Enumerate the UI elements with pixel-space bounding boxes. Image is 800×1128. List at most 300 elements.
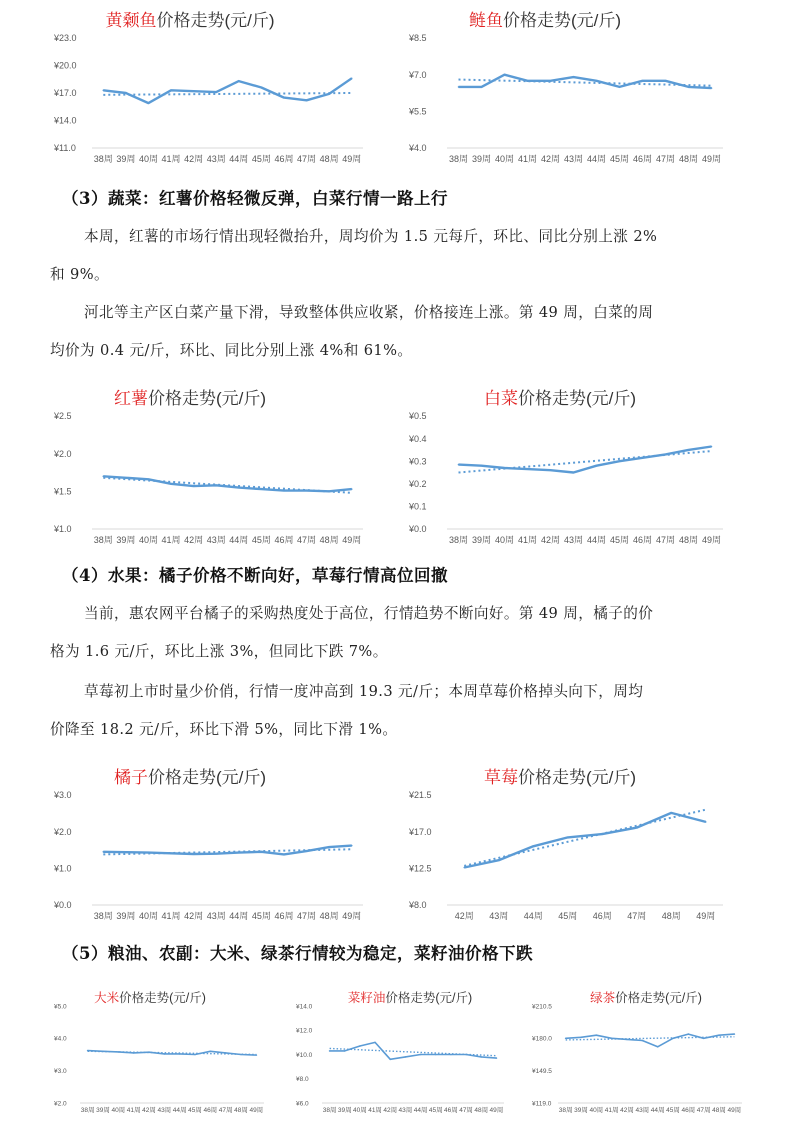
heading-fruits: （4）水果：橘子价格不断向好，草莓行情高位回撤 xyxy=(62,566,448,585)
data-point xyxy=(481,465,483,467)
chart-baicai xyxy=(395,378,735,553)
data-point xyxy=(148,102,150,104)
data-point xyxy=(642,80,644,82)
x-tick-label: 44周 xyxy=(586,154,607,164)
data-point xyxy=(550,469,552,471)
chart-svg xyxy=(395,757,735,929)
data-point xyxy=(283,854,285,856)
data-point xyxy=(565,1038,567,1040)
data-point xyxy=(359,1045,361,1047)
x-tick-label: 45周 xyxy=(251,154,271,164)
x-tick-label: 48周 xyxy=(234,1107,248,1114)
x-tick-label: 46周 xyxy=(274,911,294,921)
x-tick-label: 42周 xyxy=(540,535,561,545)
data-point xyxy=(657,1046,659,1048)
data-point xyxy=(210,1051,212,1053)
x-tick-label: 46周 xyxy=(274,535,294,545)
data-point xyxy=(688,449,690,451)
y-tick-label: ¥0.5 xyxy=(409,411,427,422)
data-point xyxy=(504,74,506,76)
data-point xyxy=(573,76,575,78)
data-point xyxy=(125,851,127,853)
data-point xyxy=(261,851,263,853)
x-tick-label: 39周 xyxy=(116,535,136,545)
x-tick-label: 47周 xyxy=(696,1107,711,1114)
y-tick-label: ¥10.0 xyxy=(296,1051,313,1059)
y-tick-label: ¥2.0 xyxy=(54,1100,67,1108)
x-tick-label: 45周 xyxy=(251,535,271,545)
x-tick-label: 41周 xyxy=(517,154,538,164)
data-point xyxy=(344,1050,346,1052)
chart-title-highlight: 白菜 xyxy=(483,389,518,408)
data-point xyxy=(238,80,240,82)
x-tick-label: 40周 xyxy=(138,154,158,164)
x-tick-label: 38周 xyxy=(93,154,113,164)
data-point xyxy=(498,859,500,861)
x-tick-label: 45周 xyxy=(609,535,630,545)
y-tick-label: ¥0.3 xyxy=(409,456,427,467)
data-point xyxy=(351,845,353,847)
data-point xyxy=(573,472,575,474)
x-tick-label: 39周 xyxy=(471,535,492,545)
data-point xyxy=(718,1034,720,1036)
x-tick-label: 41周 xyxy=(126,1107,141,1114)
y-tick-label: ¥1.5 xyxy=(54,486,72,497)
x-tick-label: 42周 xyxy=(184,911,204,921)
x-tick-label: 40周 xyxy=(138,535,158,545)
x-tick-label: 38周 xyxy=(448,154,469,164)
x-tick-label: 44周 xyxy=(650,1107,665,1114)
x-tick-label: 47周 xyxy=(655,154,676,164)
y-tick-label: ¥2.0 xyxy=(54,826,72,837)
data-point xyxy=(102,851,104,853)
data-point xyxy=(283,490,285,492)
x-tick-label: 42周 xyxy=(454,911,474,921)
x-tick-label: 39周 xyxy=(574,1107,588,1114)
y-tick-label: ¥3.0 xyxy=(54,790,72,801)
x-tick-label: 43周 xyxy=(206,154,226,164)
chart-title-highlight: 橘子 xyxy=(113,768,148,787)
data-point xyxy=(374,1042,376,1044)
data-point xyxy=(527,468,529,470)
chart-title-rest: 价格走势(元/斤) xyxy=(502,11,622,30)
data-point xyxy=(619,86,621,88)
paragraph-cabbage: 河北等主产区白菜产量下滑，导致整体供应收紧，价格接连上涨。第 49 周，白菜的周 均价为 0.4 元/斤，环比、同比分别上涨 4%和 61%。 xyxy=(50,304,654,359)
data-point xyxy=(215,853,217,855)
data-point xyxy=(306,100,308,102)
x-tick-label: 43周 xyxy=(206,911,226,921)
data-point xyxy=(711,87,713,89)
data-point xyxy=(225,1052,227,1054)
x-tick-label: 41周 xyxy=(161,911,181,921)
data-point xyxy=(596,80,598,82)
x-tick-label: 46周 xyxy=(632,535,653,545)
x-tick-label: 38周 xyxy=(80,1107,95,1114)
y-tick-label: ¥14.0 xyxy=(54,115,77,126)
y-tick-label: ¥8.5 xyxy=(409,33,427,44)
x-tick-label: 38周 xyxy=(322,1107,337,1114)
data-point xyxy=(636,827,638,829)
data-point xyxy=(619,460,621,462)
data-point xyxy=(672,1038,674,1040)
x-tick-label: 43周 xyxy=(206,535,226,545)
x-tick-label: 48周 xyxy=(319,911,339,921)
chart-lvcha xyxy=(518,982,748,1117)
data-point xyxy=(261,488,263,490)
x-tick-label: 47周 xyxy=(655,535,676,545)
data-point xyxy=(504,467,506,469)
data-point xyxy=(283,97,285,99)
x-tick-label: 43周 xyxy=(489,911,509,921)
data-point xyxy=(328,491,330,493)
data-point xyxy=(688,1033,690,1035)
trend-line xyxy=(464,810,706,866)
y-tick-label: ¥0.0 xyxy=(54,900,72,911)
chart-svg xyxy=(282,982,510,1117)
series-line xyxy=(103,78,351,103)
series-line xyxy=(566,1034,735,1047)
x-tick-label: 49周 xyxy=(727,1107,742,1114)
data-point xyxy=(665,80,667,82)
data-point xyxy=(496,1057,498,1059)
y-tick-label: ¥5.5 xyxy=(409,106,427,117)
series-line xyxy=(464,813,706,868)
x-tick-label: 41周 xyxy=(368,1107,382,1114)
x-tick-label: 45周 xyxy=(666,1107,680,1114)
x-tick-label: 38周 xyxy=(558,1107,573,1114)
y-tick-label: ¥20.0 xyxy=(54,60,77,71)
x-tick-label: 49周 xyxy=(701,535,722,545)
chart-title xyxy=(114,389,266,408)
x-tick-label: 48周 xyxy=(678,154,699,164)
data-point xyxy=(170,483,172,485)
chart-title-rest: 价格走势(元/斤) xyxy=(385,991,473,1005)
x-tick-label: 40周 xyxy=(138,911,158,921)
y-tick-label: ¥6.0 xyxy=(296,1100,309,1108)
data-point xyxy=(665,454,667,456)
data-point xyxy=(389,1059,391,1061)
chart-svg xyxy=(395,378,735,553)
chart-huangsangyu xyxy=(40,0,375,172)
x-tick-label: 44周 xyxy=(523,911,543,921)
chart-title-highlight: 大米 xyxy=(94,991,120,1005)
series-line xyxy=(459,75,712,88)
chart-svg xyxy=(40,757,375,929)
y-tick-label: ¥11.0 xyxy=(54,143,76,154)
y-tick-label: ¥0.2 xyxy=(409,478,427,489)
x-tick-label: 44周 xyxy=(586,535,607,545)
data-point xyxy=(125,92,127,94)
x-tick-label: 46周 xyxy=(632,154,653,164)
chart-svg xyxy=(40,378,375,553)
chart-dami xyxy=(40,982,270,1117)
x-tick-label: 40周 xyxy=(494,535,515,545)
x-tick-label: 49周 xyxy=(701,154,722,164)
x-tick-label: 43周 xyxy=(398,1107,413,1114)
data-point xyxy=(329,1050,331,1052)
data-point xyxy=(193,853,195,855)
x-tick-label: 39周 xyxy=(471,154,492,164)
data-point xyxy=(102,476,104,478)
x-tick-label: 45周 xyxy=(251,911,271,921)
data-point xyxy=(688,86,690,88)
x-tick-label: 48周 xyxy=(712,1107,726,1114)
data-point xyxy=(261,87,263,89)
y-tick-label: ¥0.1 xyxy=(409,501,427,512)
x-tick-label: 49周 xyxy=(342,535,362,545)
x-tick-label: 40周 xyxy=(494,154,515,164)
data-point xyxy=(711,446,713,448)
data-point xyxy=(480,1056,482,1058)
y-tick-label: ¥21.5 xyxy=(409,790,432,801)
x-tick-label: 46周 xyxy=(274,154,294,164)
data-point xyxy=(240,1054,242,1056)
x-tick-label: 41周 xyxy=(161,535,181,545)
chart-title-rest: 价格走势(元/斤) xyxy=(517,389,637,408)
data-point xyxy=(450,1054,452,1056)
data-point xyxy=(481,86,483,88)
data-point xyxy=(118,1051,120,1053)
data-point xyxy=(420,1054,422,1056)
data-point xyxy=(306,490,308,492)
chart-title-rest: 价格走势(元/斤) xyxy=(517,768,637,787)
x-tick-label: 43周 xyxy=(563,535,584,545)
data-point xyxy=(256,1054,258,1056)
data-point xyxy=(170,90,172,92)
chart-juzi xyxy=(40,757,375,929)
y-tick-label: ¥12.5 xyxy=(409,863,432,874)
y-tick-label: ¥2.5 xyxy=(54,411,72,422)
data-point xyxy=(596,1034,598,1036)
data-point xyxy=(705,821,707,823)
x-tick-label: 38周 xyxy=(93,911,113,921)
x-tick-label: 38周 xyxy=(448,535,469,545)
x-tick-label: 43周 xyxy=(157,1107,172,1114)
data-point xyxy=(215,91,217,93)
data-point xyxy=(148,1051,150,1053)
x-tick-label: 48周 xyxy=(474,1107,489,1114)
x-tick-label: 46周 xyxy=(203,1107,218,1114)
chart-svg xyxy=(518,982,748,1117)
x-tick-label: 47周 xyxy=(297,535,317,545)
y-tick-label: ¥23.0 xyxy=(54,33,77,44)
data-point xyxy=(133,1052,135,1054)
y-tick-label: ¥14.0 xyxy=(296,1003,313,1011)
x-tick-label: 46周 xyxy=(681,1107,696,1114)
data-point xyxy=(642,1040,644,1042)
chart-svg xyxy=(40,0,375,172)
data-point xyxy=(148,852,150,854)
data-point xyxy=(238,487,240,489)
x-tick-label: 47周 xyxy=(459,1107,473,1114)
x-tick-label: 41周 xyxy=(517,535,538,545)
x-tick-label: 42周 xyxy=(620,1107,634,1114)
data-point xyxy=(611,1038,613,1040)
paragraph-strawberry: 草莓初上市时量少价俏，行情一度冲高到 19.3 元/斤；本周草莓价格掉头向下，周均 价降至 18.2 元/斤，环比下滑 5%，同比下滑 1%。 xyxy=(50,683,644,738)
data-point xyxy=(170,853,172,855)
chart-lianyu xyxy=(395,0,735,172)
data-point xyxy=(193,90,195,92)
chart-title-highlight: 菜籽油 xyxy=(347,991,386,1005)
y-tick-label: ¥8.0 xyxy=(296,1076,309,1084)
y-tick-label: ¥1.0 xyxy=(54,863,72,874)
x-tick-label: 48周 xyxy=(319,535,339,545)
y-tick-label: ¥7.0 xyxy=(409,69,427,80)
x-tick-label: 41周 xyxy=(604,1107,619,1114)
x-tick-label: 46周 xyxy=(444,1107,458,1114)
y-tick-label: ¥2.0 xyxy=(54,448,72,459)
data-point xyxy=(567,837,569,839)
data-point xyxy=(351,488,353,490)
chart-title xyxy=(348,990,472,1005)
x-tick-label: 42周 xyxy=(540,154,561,164)
y-tick-label: ¥180.0 xyxy=(532,1035,552,1043)
data-point xyxy=(328,846,330,848)
x-tick-label: 45周 xyxy=(188,1107,202,1114)
x-tick-label: 48周 xyxy=(661,911,681,921)
x-tick-label: 47周 xyxy=(627,911,647,921)
x-tick-label: 44周 xyxy=(172,1107,187,1114)
chart-hongshu xyxy=(40,378,375,553)
x-tick-label: 40周 xyxy=(111,1107,126,1114)
y-tick-label: ¥12.0 xyxy=(296,1027,313,1035)
data-point xyxy=(148,479,150,481)
chart-title-highlight: 绿茶 xyxy=(590,991,616,1005)
data-point xyxy=(87,1050,89,1052)
chart-title-rest: 价格走势(元/斤) xyxy=(615,991,702,1005)
y-tick-label: ¥4.0 xyxy=(409,143,427,154)
chart-title-rest: 价格走势(元/斤) xyxy=(156,11,275,30)
data-point xyxy=(351,78,353,80)
data-point xyxy=(580,1037,582,1039)
y-tick-label: ¥8.0 xyxy=(409,900,427,911)
chart-title xyxy=(105,11,274,30)
y-tick-label: ¥3.0 xyxy=(54,1067,67,1075)
x-tick-label: 49周 xyxy=(342,154,362,164)
data-point xyxy=(125,477,127,479)
chart-title xyxy=(94,990,206,1005)
x-tick-label: 49周 xyxy=(696,911,716,921)
data-point xyxy=(465,1054,467,1056)
x-tick-label: 49周 xyxy=(249,1107,264,1114)
series-line xyxy=(103,476,351,491)
data-point xyxy=(306,850,308,852)
x-tick-label: 39周 xyxy=(116,154,136,164)
x-tick-label: 47周 xyxy=(218,1107,233,1114)
x-tick-label: 39周 xyxy=(96,1107,110,1114)
x-tick-label: 48周 xyxy=(678,535,699,545)
x-tick-label: 47周 xyxy=(297,911,317,921)
chart-title-highlight: 草莓 xyxy=(483,768,518,787)
x-tick-label: 44周 xyxy=(229,911,249,921)
x-tick-label: 44周 xyxy=(229,535,249,545)
x-tick-label: 45周 xyxy=(428,1107,443,1114)
x-tick-label: 42周 xyxy=(184,154,204,164)
chart-svg xyxy=(40,982,270,1117)
x-tick-label: 47周 xyxy=(297,154,317,164)
data-point xyxy=(405,1056,407,1058)
x-tick-label: 48周 xyxy=(319,154,339,164)
data-point xyxy=(601,833,603,835)
heading-grain-oil: （5）粮油、农副：大米、绿茶行情较为稳定，菜籽油价格下跌 xyxy=(62,944,533,963)
data-point xyxy=(102,1051,104,1053)
chart-title-highlight: 黄颡鱼 xyxy=(105,11,157,30)
x-tick-label: 45周 xyxy=(558,911,578,921)
y-tick-label: ¥210.5 xyxy=(532,1003,552,1011)
x-tick-label: 45周 xyxy=(609,154,630,164)
data-point xyxy=(532,846,534,848)
series-line xyxy=(459,447,712,473)
x-tick-label: 40周 xyxy=(589,1107,604,1114)
chart-title xyxy=(114,767,266,787)
x-tick-label: 42周 xyxy=(184,535,204,545)
data-point xyxy=(734,1033,736,1035)
data-point xyxy=(670,812,672,814)
y-tick-label: ¥5.0 xyxy=(54,1003,67,1011)
data-point xyxy=(596,465,598,467)
x-tick-label: 39周 xyxy=(116,911,136,921)
series-line xyxy=(103,846,351,855)
data-point xyxy=(458,464,460,466)
y-tick-label: ¥17.0 xyxy=(409,826,432,837)
chart-title-highlight: 红薯 xyxy=(113,389,148,408)
chart-title-rest: 价格走势(元/斤) xyxy=(147,768,267,787)
data-point xyxy=(527,80,529,82)
x-tick-label: 43周 xyxy=(635,1107,650,1114)
x-tick-label: 49周 xyxy=(342,911,362,921)
chart-svg xyxy=(395,0,735,172)
chart-title xyxy=(484,389,636,408)
data-point xyxy=(435,1054,437,1056)
x-tick-label: 46周 xyxy=(592,911,612,921)
series-line xyxy=(330,1042,497,1059)
data-point xyxy=(215,485,217,487)
x-tick-label: 41周 xyxy=(161,154,181,164)
data-point xyxy=(238,852,240,854)
data-point xyxy=(642,457,644,459)
data-point xyxy=(164,1053,166,1055)
data-point xyxy=(458,86,460,88)
data-point xyxy=(179,1053,181,1055)
trend-line xyxy=(103,93,351,95)
data-point xyxy=(703,1038,705,1040)
data-point xyxy=(194,1054,196,1056)
x-tick-label: 49周 xyxy=(489,1107,504,1114)
x-tick-label: 39周 xyxy=(337,1107,352,1114)
chart-title-highlight: 鲢鱼 xyxy=(468,11,503,30)
y-tick-label: ¥4.0 xyxy=(54,1035,67,1043)
data-point xyxy=(463,867,465,869)
y-tick-label: ¥1.0 xyxy=(54,524,72,535)
chart-title xyxy=(484,768,636,787)
x-tick-label: 43周 xyxy=(563,154,584,164)
x-tick-label: 44周 xyxy=(229,154,249,164)
y-tick-label: ¥119.0 xyxy=(532,1100,552,1108)
x-tick-label: 42周 xyxy=(383,1107,398,1114)
y-tick-label: ¥17.0 xyxy=(54,88,77,99)
y-tick-label: ¥0.0 xyxy=(409,524,427,535)
x-tick-label: 42周 xyxy=(142,1107,156,1114)
chart-title-rest: 价格走势(元/斤) xyxy=(147,389,267,408)
data-point xyxy=(193,485,195,487)
data-point xyxy=(328,93,330,95)
paragraph-tangerine: 当前，惠农网平台橘子的采购热度处于高位，行情趋势不断向好。第 49 周，橘子的价 格为 1.6 元/斤，环比上涨 3%，但同比下跌 7%。 xyxy=(50,605,654,660)
chart-title xyxy=(469,11,621,30)
x-tick-label: 40周 xyxy=(353,1107,367,1114)
data-point xyxy=(626,1039,628,1041)
chart-caiziyou xyxy=(282,982,510,1117)
chart-title-rest: 价格走势(元/斤) xyxy=(119,991,206,1005)
